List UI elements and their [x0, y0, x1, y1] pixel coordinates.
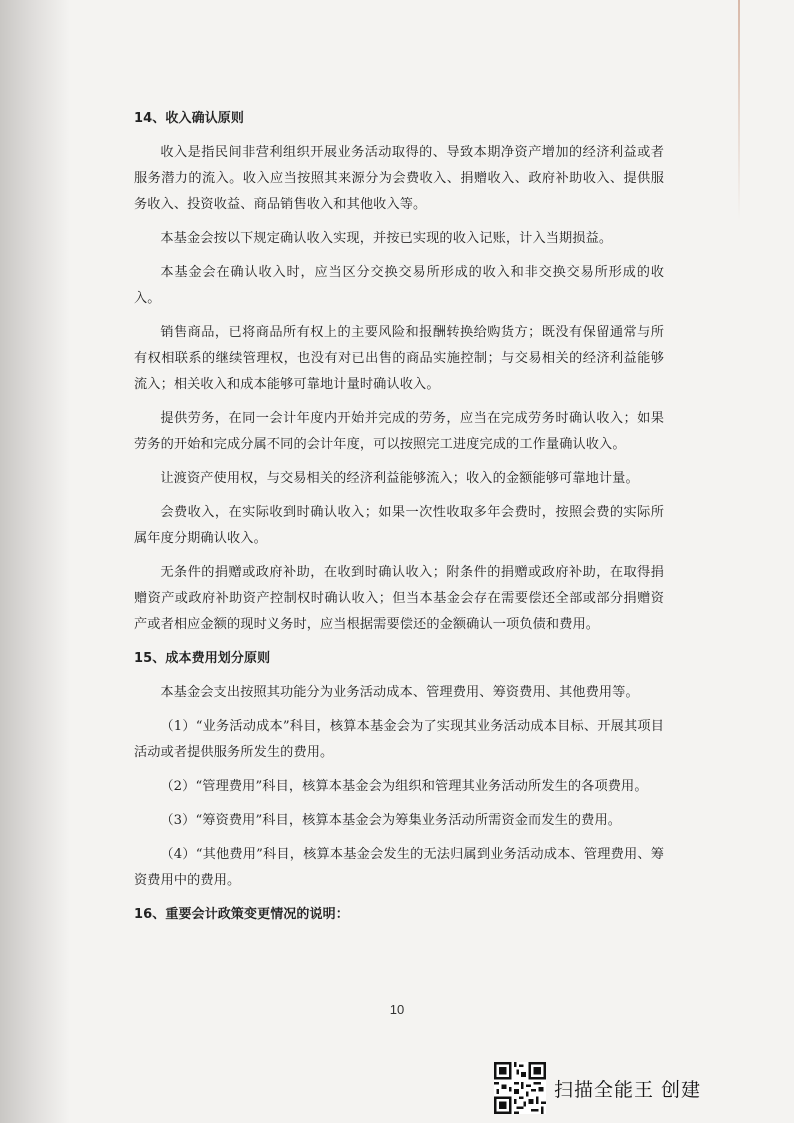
page-edge-mark — [738, 0, 740, 220]
paragraph: 让渡资产使用权，与交易相关的经济利益能够流入；收入的金额能够可靠地计量。 — [160, 471, 639, 486]
list-item: （1）“业务活动成本”科目，核算本基金会为了实现其业务活动成本目标、开展其项目活动或者提供服务所发生的费用。 — [134, 719, 664, 760]
section-14 — [134, 106, 664, 638]
paragraph: 销售商品，已将商品所有权上的主要风险和报酬转换给购货方；既没有保留通常与所有权相联系的继续管理权，也没有对已出售的商品实施控制；与交易相关的经济利益能够流入；相关收入和成本能够可靠地计量时确认收入。 — [134, 325, 664, 392]
paragraph: 本基金会按以下规定确认收入实现，并按已实现的收入记账，计入当期损益。 — [160, 231, 613, 246]
paragraph: 会费收入，在实际收到时确认收入；如果一次性收取多年会费时，按照会费的实际所属年度分期确认收入。 — [134, 505, 664, 546]
section-heading: 16、重要会计政策变更情况的说明： — [134, 907, 349, 922]
list-item: （4）“其他费用”科目，核算本基金会发生的无法归属到业务活动成本、管理费用、筹资费用中的费用。 — [134, 847, 664, 888]
page-binding-shadow — [0, 0, 70, 1123]
scanner-watermark — [494, 1058, 724, 1118]
document-body — [134, 106, 664, 936]
paragraph: 本基金会支出按照其功能分为业务活动成本、管理费用、筹资费用、其他费用等。 — [160, 685, 639, 700]
paragraph: 提供劳务，在同一会计年度内开始并完成的劳务，应当在完成劳务时确认收入；如果劳务的开始和完成分属不同的会计年度，可以按照完工进度完成的工作量确认收入。 — [134, 411, 664, 452]
section-15 — [134, 646, 664, 894]
list-item: （2）“管理费用”科目，核算本基金会为组织和管理其业务活动所发生的各项费用。 — [160, 779, 648, 794]
paragraph: 无条件的捐赠或政府补助，在收到时确认收入；附条件的捐赠或政府补助，在取得捐赠资产或政府补助资产控制权时确认收入；但当本基金会存在需要偿还全部或部分捐赠资产或者相应金额的现时义务时，应当根据需要偿还的金额确认一项负债和费用。 — [134, 565, 664, 632]
watermark-text: 扫描全能王 创建 — [554, 1078, 702, 1101]
list-item: （3）“筹资费用”科目，核算本基金会为筹集业务活动所需资金而发生的费用。 — [160, 813, 622, 828]
section-heading: 14、收入确认原则 — [134, 111, 244, 126]
paragraph: 收入是指民间非营利组织开展业务活动取得的、导致本期净资产增加的经济利益或者服务潜力的流入。收入应当按照其来源分为会费收入、捐赠收入、政府补助收入、提供服务收入、投资收益、商品销售收入和其他收入等。 — [134, 145, 664, 212]
paragraph: 本基金会在确认收入时，应当区分交换交易所形成的收入和非交换交易所形成的收入。 — [134, 265, 664, 306]
section-heading: 15、成本费用划分原则 — [134, 651, 271, 666]
section-16 — [134, 902, 664, 928]
page-number: 10 — [389, 1002, 405, 1017]
qr-code-icon — [494, 1062, 546, 1114]
